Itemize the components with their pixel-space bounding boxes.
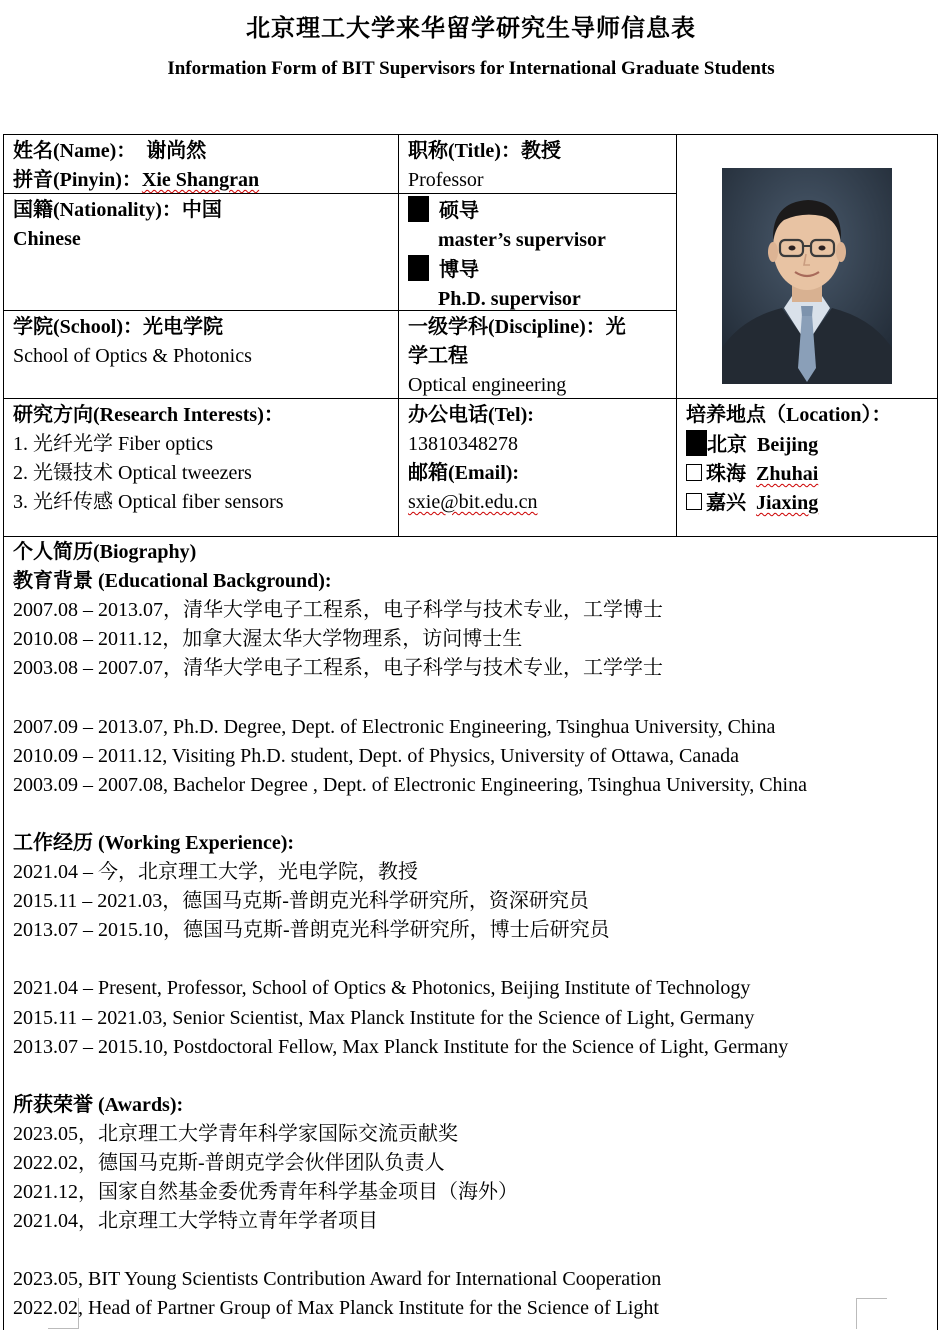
education-en-1: 2007.09 – 2013.07, Ph.D. Degree, Dept. of Electronic Engineering, Tsinghua University, China [13, 715, 776, 738]
work-heading: 工作经历 (Working Experience): [13, 831, 295, 854]
name-cell [4, 135, 398, 193]
supervisor-info-table [3, 134, 938, 1330]
title-label: 职称(Title)： [408, 140, 521, 162]
nationality-cell [4, 194, 398, 310]
education-cn-1: 2007.08 – 2013.07，清华大学电子工程系，电子科学与技术专业，工学博士 [13, 599, 663, 622]
title-value-en: Professor [408, 169, 484, 191]
zhuhai-checkbox-empty [686, 464, 702, 481]
education-heading: 教育背景 (Educational Background): [13, 570, 332, 593]
location-cell [677, 399, 937, 536]
contact-cell [399, 399, 676, 536]
name-value: 谢尚然 [146, 140, 207, 162]
work-cn-3: 2013.07 – 2015.10，德国马克斯-普朗克光科学研究所，博士后研究员 [13, 919, 610, 942]
school-value-en: School of Optics & Photonics [13, 345, 252, 367]
work-cn-2: 2015.11 – 2021.03，德国马克斯-普朗克光科学研究所，资深研究员 [13, 890, 589, 913]
beijing-checkbox-filled [686, 430, 707, 456]
award-en-1: 2023.05, BIT Young Scientists Contribution Award for International Cooperation [13, 1268, 662, 1291]
research-label: 研究方向(Research Interests)： [13, 404, 284, 426]
research-cell [4, 399, 398, 536]
discipline-label-line2: 学工程 [408, 345, 468, 367]
school-cell [4, 311, 398, 398]
award-cn-1: 2023.05，北京理工大学青年科学家国际交流贡献奖 [13, 1122, 458, 1145]
education-en-2: 2010.09 – 2011.12, Visiting Ph.D. student, Dept. of Physics, University of Ottawa, Canada [13, 744, 739, 767]
row-divider-4 [4, 536, 937, 537]
title-value-cn: 教授 [520, 140, 561, 162]
discipline-label-line1: 一级学科(Discipline)：光 [408, 316, 626, 338]
form-title-chinese: 北京理工大学来华留学研究生导师信息表 [246, 16, 696, 42]
supervisor-photo [722, 168, 892, 384]
research-item-3: 3. 光纤传感 Optical fiber sensors [13, 491, 284, 513]
page-corner-mark-right [856, 1298, 887, 1329]
phd-label-cn: 博导 [439, 259, 479, 281]
work-cn-1: 2021.04 – 今，北京理工大学，光电学院，教授 [13, 861, 418, 884]
biography-heading: 个人简历(Biography) [13, 541, 197, 563]
school-label: 学院(School)： [13, 316, 143, 338]
location-zhuhai-en: Zhuhai [756, 463, 819, 485]
phd-label-en: Ph.D. supervisor [438, 288, 581, 310]
work-en-1: 2021.04 – Present, Professor, School of Optics & Photonics, Beijing Institute of Technology [13, 977, 751, 1000]
master-checkbox-filled [408, 196, 429, 222]
location-jiaxing-cn: 嘉兴 [706, 492, 746, 514]
work-en-2: 2015.11 – 2021.03, Senior Scientist, Max Planck Institute for the Science of Light, Germany [13, 1006, 755, 1029]
location-label: 培养地点（Location）： [686, 404, 892, 426]
discipline-value-en: Optical engineering [408, 374, 567, 396]
education-en-3: 2003.09 – 2007.08, Bachelor Degree , Dept. of Electronic Engineering, Tsinghua University, China [13, 773, 807, 796]
research-item-2: 2. 光镊技术 Optical tweezers [13, 462, 252, 484]
location-jiaxing-en: Jiaxing [756, 492, 819, 514]
education-cn-2: 2010.08 – 2011.12，加拿大渥太华大学物理系，访问博士生 [13, 628, 523, 651]
jiaxing-checkbox-empty [686, 493, 702, 510]
email-value: sxie@bit.edu.cn [408, 491, 538, 513]
phd-checkbox-filled [408, 255, 429, 281]
master-label-cn: 硕导 [439, 200, 479, 222]
school-value-cn: 光电学院 [143, 316, 223, 338]
spacer [13, 1236, 933, 1265]
research-item-1: 1. 光纤光学 Fiber optics [13, 433, 213, 455]
education-cn-3: 2003.08 – 2007.07，清华大学电子工程系，电子科学与技术专业，工学学士 [13, 657, 663, 680]
biography-section [13, 538, 933, 1324]
location-beijing-cn: 北京 [707, 434, 747, 456]
pinyin-label: 拼音(Pinyin)： [13, 169, 142, 191]
award-cn-2: 2022.02，德国马克斯-普朗克学会伙伴团队负责人 [13, 1151, 445, 1174]
name-label: 姓名(Name)： [13, 140, 137, 162]
nationality-value-cn: 中国 [181, 199, 222, 221]
awards-heading: 所获荣誉 (Awards): [13, 1093, 184, 1116]
tel-value: 13810348278 [408, 433, 518, 455]
spacer [13, 1062, 933, 1091]
tel-label: 办公电话(Tel): [408, 404, 534, 426]
form-title-english: Information Form of BIT Supervisors for International Graduate Students [167, 58, 775, 79]
email-label: 邮箱(Email): [408, 462, 520, 484]
discipline-cell [399, 311, 676, 398]
work-en-3: 2013.07 – 2015.10, Postdoctoral Fellow, Max Planck Institute for the Science of Light, Germany [13, 1035, 789, 1058]
master-label-en: master’s supervisor [438, 229, 606, 251]
portrait-illustration [722, 168, 892, 384]
award-cn-3: 2021.12，国家自然基金委优秀青年科学基金项目（海外） [13, 1181, 518, 1204]
nationality-value-en: Chinese [13, 228, 81, 250]
location-beijing-en: Beijing [757, 434, 819, 456]
award-en-2: 2022.02, Head of Partner Group of Max Planck Institute for the Science of Light [13, 1297, 659, 1320]
location-zhuhai-cn: 珠海 [706, 463, 746, 485]
title-cell [399, 135, 676, 193]
spacer [13, 800, 933, 829]
spacer [13, 683, 933, 712]
nationality-label: 国籍(Nationality)： [13, 199, 182, 221]
supervisor-type-cell [399, 194, 676, 310]
pinyin-value: Xie Shangran [141, 169, 260, 191]
spacer [13, 945, 933, 974]
award-cn-4: 2021.04，北京理工大学特立青年学者项目 [13, 1210, 378, 1233]
page-corner-mark-left [48, 1298, 79, 1329]
